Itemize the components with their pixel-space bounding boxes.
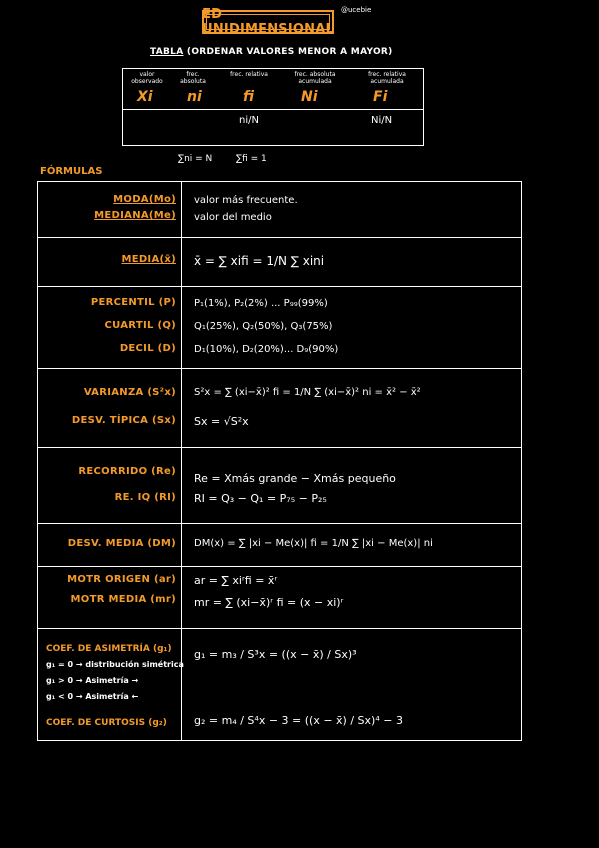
motr-media-label: MOTR MEDIA (mr) (70, 594, 176, 605)
motr-media-formula: mr = ∑ (xi−x̄)ʳ fi = (x − xi)ʳ (194, 596, 344, 609)
motr-origen-label: MOTR ORIGEN (ar) (67, 574, 176, 585)
Fi-value: Ni/N (371, 115, 393, 126)
mediana-label: MEDIANA(Me) (94, 210, 176, 221)
tabla-title-underlined: TABLA (150, 47, 184, 57)
asimetria-formula: g₁ = m₃ / S³x = ((x − x̄) / Sx)³ (194, 648, 357, 661)
row-divider (38, 286, 521, 287)
formulas-table-column-divider (181, 182, 182, 740)
col-head-frec-rel-acum: frec. relativa acumulada (368, 71, 406, 85)
formulas-table (37, 181, 522, 741)
asimetria-symmetric: g₁ = 0 → distribución simétrica (46, 660, 184, 669)
media-label: MEDIA(x̄) (121, 254, 176, 265)
col-symbol-Ni: Ni (301, 89, 318, 105)
formulas-label: FÓRMULAS (40, 166, 103, 177)
reiq-formula: RI = Q₃ − Q₁ = P₇₅ − P₂₅ (194, 492, 327, 505)
row-divider (38, 566, 521, 567)
col-symbol-Fi: Fi (373, 89, 388, 105)
col-head-frec-abs-acum: frec. absoluta acumulada (294, 71, 336, 85)
motr-origen-formula: ar = ∑ xiʳfi = x̄ʳ (194, 574, 278, 587)
percentil-label: PERCENTIL (P) (90, 297, 176, 308)
desv-media-formula: DM(x) = ∑ |xi − Me(x)| fi = 1/N ∑ |xi − Me(x)| ni (194, 538, 433, 549)
media-formula: x̄ = ∑ xifi = 1/N ∑ xini (194, 254, 325, 268)
desv-media-label: DESV. MEDIA (DM) (67, 538, 176, 549)
asimetria-label: COEF. DE ASIMETRÍA (g₁) (46, 644, 172, 654)
col-symbol-fi: fi (243, 89, 255, 105)
decil-formula: D₁(10%), D₂(20%)... D₉(90%) (194, 344, 339, 355)
row-divider (38, 368, 521, 369)
recorrido-label: RECORRIDO (Re) (78, 466, 176, 477)
col-symbol-xi: Xi (137, 89, 153, 105)
curtosis-formula: g₂ = m₄ / S⁴x − 3 = ((x − x̄) / Sx)⁴ − 3 (194, 714, 403, 727)
sum-fi: ∑fi = 1 (236, 154, 267, 164)
mediana-text: valor del medio (194, 212, 272, 223)
asimetria-negative: g₁ < 0 → Asimetría ← (46, 692, 139, 701)
frequency-table (122, 68, 424, 146)
col-head-valor: valor observado (131, 71, 163, 85)
row-divider (38, 237, 521, 238)
curtosis-label: COEF. DE CURTOSIS (g₂) (46, 718, 167, 728)
desv-tipica-label: DESV. TÍPICA (Sx) (71, 415, 176, 426)
fi-value: ni/N (239, 115, 259, 126)
frequency-table-divider (123, 109, 423, 110)
percentil-formula: P₁(1%), P₂(2%) ... P₉₉(99%) (194, 298, 328, 309)
moda-text: valor más frecuente. (194, 195, 298, 206)
tabla-title-rest: (ORDENAR VALORES MENOR A MAYOR) (186, 47, 393, 57)
page-title: ED UNIDIMENSIONAL (202, 7, 334, 37)
col-head-frec-abs: frec. absoluta (180, 71, 206, 85)
moda-label: MODA(Mo) (113, 194, 176, 205)
row-divider (38, 447, 521, 448)
decil-label: DECIL (D) (119, 343, 176, 354)
row-divider (38, 523, 521, 524)
varianza-formula: S²x = ∑ (xi−x̄)² fi = 1/N ∑ (xi−x̄)² ni = x̄² − x̄² (194, 387, 421, 398)
row-divider (38, 628, 521, 629)
col-symbol-ni: ni (187, 89, 202, 105)
cuartil-formula: Q₁(25%), Q₂(50%), Q₃(75%) (194, 321, 333, 332)
asimetria-positive: g₁ > 0 → Asimetría → (46, 676, 139, 685)
sum-ni: ∑ni = N (178, 154, 213, 164)
tabla-title (150, 47, 393, 57)
cuartil-label: CUARTIL (Q) (104, 320, 176, 331)
desv-tipica-formula: Sx = √S²x (194, 415, 249, 428)
varianza-label: VARIANZA (S²x) (83, 387, 176, 398)
col-head-frec-rel: frec. relativa (230, 71, 268, 78)
author-handle: @ucebie (341, 6, 372, 14)
recorrido-formula: Re = Xmás grande − Xmás pequeño (194, 472, 396, 485)
reiq-label: RE. IQ (RI) (114, 492, 176, 503)
